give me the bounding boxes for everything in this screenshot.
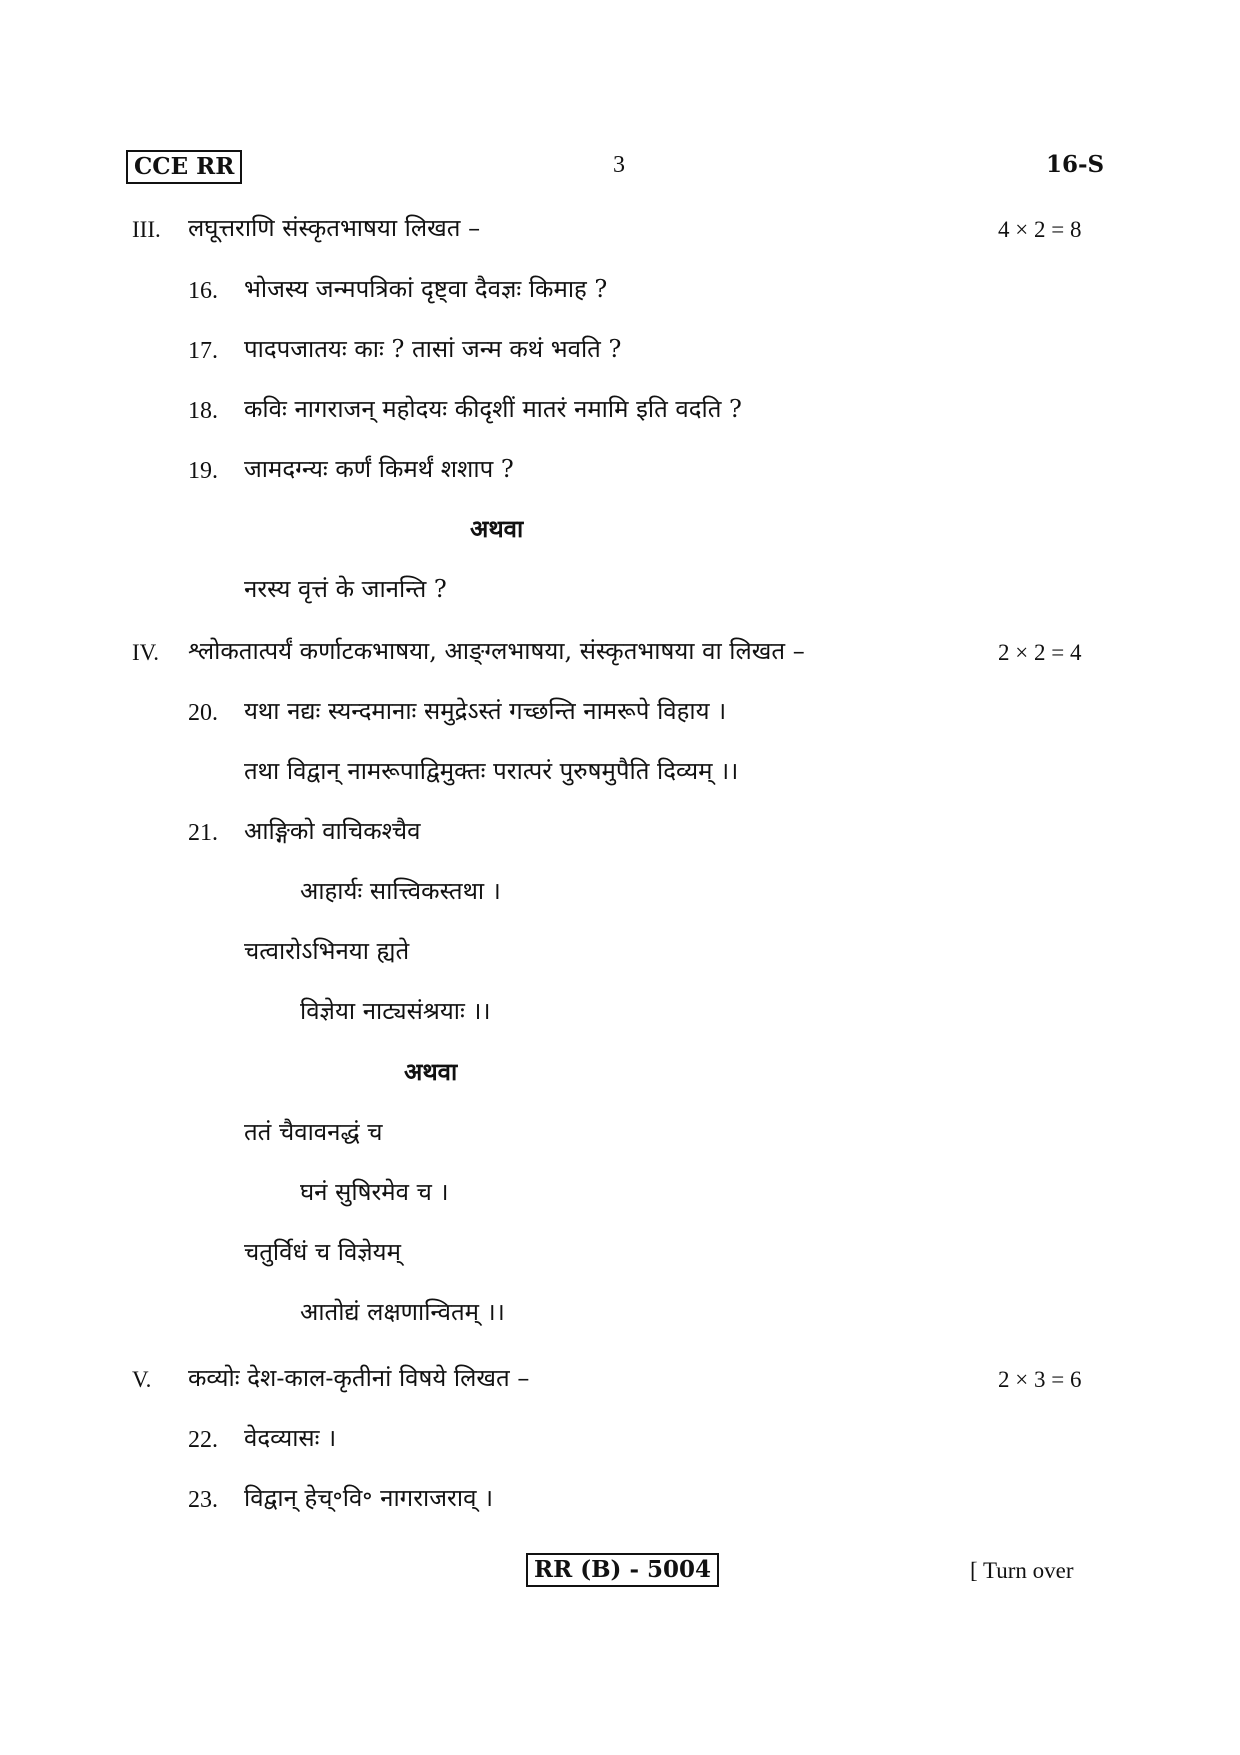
question-number: 23. — [188, 1487, 218, 1513]
verse-line: घनं सुषिरमेव च । — [300, 1178, 449, 1206]
section-5-heading: कव्योः देश-काल-कृतीनां विषये लिखत – — [188, 1364, 530, 1392]
section-3-marks: 4 × 2 = 8 — [998, 217, 1082, 242]
verse-line: आतोद्यं लक्षणान्वितम् ।। — [300, 1298, 505, 1326]
turn-over-label: [ Turn over — [970, 1558, 1074, 1583]
or-question-text: नरस्य वृत्तं के जानन्ति ? — [244, 575, 447, 603]
or-label: अथवा — [470, 514, 524, 543]
section-4-marks: 2 × 2 = 4 — [998, 640, 1082, 665]
paper-code-left: CCE RR — [126, 150, 242, 184]
question-number: 22. — [188, 1427, 218, 1453]
verse-line: तथा विद्वान् नामरूपाद्विमुक्तः परात्परं पुरुषमुपैति दिव्यम् ।। — [244, 757, 739, 785]
question-number: 21. — [188, 820, 218, 846]
question-text: वेदव्यासः । — [244, 1424, 337, 1452]
section-4-heading: श्लोकतात्पर्यं कर्णाटकभाषया, आङ्ग्लभाषया, संस्कृतभाषया वा लिखत – — [188, 637, 805, 665]
section-4-numeral: IV. — [132, 640, 160, 665]
question-number: 18. — [188, 398, 218, 424]
or-label: अथवा — [404, 1057, 458, 1086]
page-number: 3 — [613, 152, 625, 178]
footer-paper-code: RR (B) - 5004 — [526, 1553, 719, 1587]
question-text: जामदग्न्यः कर्णं किमर्थं शशाप ? — [244, 455, 514, 483]
section-3-heading: लघूत्तराणि संस्कृतभाषया लिखत – — [188, 214, 481, 242]
question-number: 20. — [188, 700, 218, 726]
question-number: 17. — [188, 338, 218, 364]
question-text: विद्वान् हेच्॰वि॰ नागराजराव् । — [244, 1484, 494, 1512]
verse-line: आहार्यः सात्त्विकस्तथा । — [300, 877, 501, 905]
question-number: 16. — [188, 278, 218, 304]
question-number: 19. — [188, 458, 218, 484]
verse-line: चत्वारोऽभिनया ह्यते — [244, 937, 410, 965]
verse-line: यथा नद्यः स्यन्दमानाः समुद्रेऽस्तं गच्छन्ति नामरूपे विहाय । — [244, 697, 727, 725]
verse-line: आङ्गिको वाचिकश्चैव — [244, 817, 421, 845]
verse-line: विज्ञेया नाट्यसंश्रयाः ।। — [300, 997, 491, 1025]
paper-code-right: 16-S — [1046, 151, 1105, 178]
question-text: भोजस्य जन्मपत्रिकां दृष्ट्वा दैवज्ञः किमाह ? — [244, 275, 608, 303]
section-3-numeral: III. — [132, 217, 161, 242]
section-5-numeral: V. — [132, 1367, 152, 1392]
question-text: पादपजातयः काः ? तासां जन्म कथं भवति ? — [244, 335, 622, 363]
question-text: कविः नागराजन् महोदयः कीदृशीं मातरं नमामि इति वदति ? — [244, 395, 742, 423]
verse-line: चतुर्विधं च विज्ञेयम् — [244, 1238, 401, 1266]
verse-line: ततं चैवावनद्धं च — [244, 1118, 383, 1146]
section-5-marks: 2 × 3 = 6 — [998, 1367, 1082, 1392]
